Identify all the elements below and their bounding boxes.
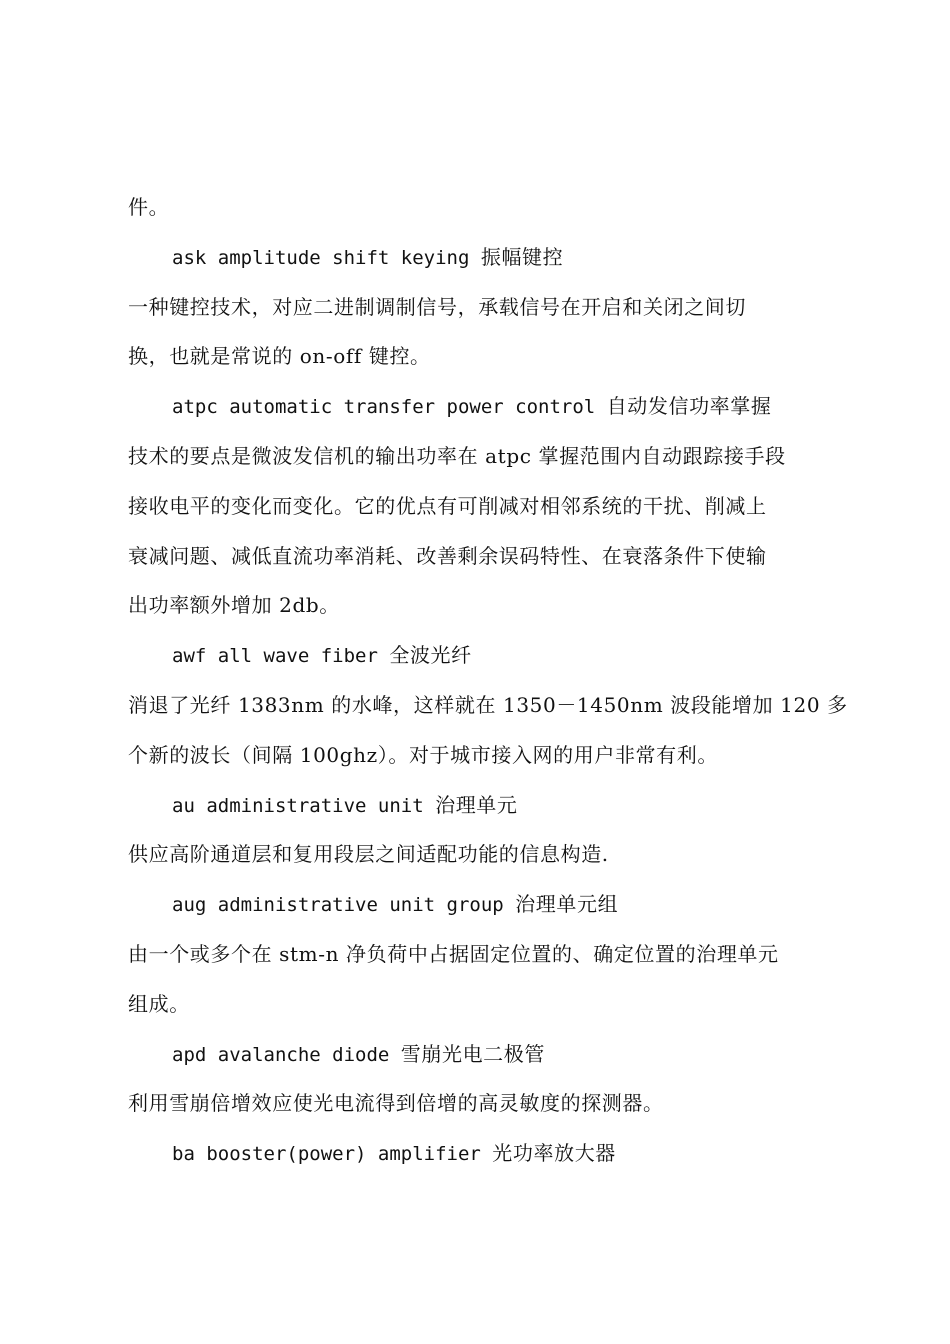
glossary-term [128,880,834,930]
term-english: ba booster(power) amplifier [172,1143,493,1166]
glossary-term [128,631,834,681]
paragraph-line: 个新的波长（间隔 100ghz）。对于城市接入网的用户非常有利。 [128,742,718,767]
term-chinese: 自动发信功率掌握 [606,394,772,419]
paragraph-line: 利用雪崩倍增效应使光电流得到倍增的高灵敏度的探测器。 [128,1091,664,1116]
paragraph-line: 一种键控技术，对应二进制调制信号，承载信号在开启和关闭之间切 [128,294,746,319]
paragraph-line: 技术的要点是微波发信机的输出功率在 atpc 掌握范围内自动跟踪接手段 [128,443,786,468]
term-english: ask amplitude shift keying [172,246,481,269]
glossary-term [128,233,834,283]
term-english: au administrative unit [172,794,436,817]
term-english: aug administrative unit group [172,894,516,917]
term-english: awf all wave fiber [172,645,390,668]
paragraph-line: 衰减问题、减低直流功率消耗、改善剩余误码特性、在衰落条件下使输 [128,543,767,568]
paragraph-line: 消退了光纤 1383nm 的水峰，这样就在 1350－1450nm 波段能增加 120 多 [128,692,848,717]
term-chinese: 光功率放大器 [492,1141,616,1166]
paragraph-line: 件。 [128,195,170,219]
term-chinese: 治理单元组 [515,892,619,917]
term-chinese: 治理单元 [435,792,518,817]
glossary-term [128,1030,834,1080]
paragraph-line: 换，也就是常说的 on-off 键控。 [128,344,431,369]
paragraph-line: 组成。 [128,991,190,1016]
glossary-term [128,382,834,432]
term-english: atpc automatic transfer power control [172,396,607,419]
paragraph-line: 出功率额外增加 2db。 [128,593,340,618]
term-english: apd avalanche diode [172,1043,401,1066]
glossary-term [128,1129,834,1179]
paragraph-line: 接收电平的变化而变化。它的优点有可削减对相邻系统的干扰、削减上 [128,493,767,518]
term-chinese: 全波光纤 [389,643,472,668]
document-body [128,183,848,1179]
glossary-term [128,781,834,831]
term-chinese: 振幅键控 [480,244,564,269]
term-chinese: 雪崩光电二极管 [400,1041,545,1066]
paragraph-line: 供应高阶通道层和复用段层之间适配功能的信息构造. [128,842,609,867]
paragraph-line: 由一个或多个在 stm-n 净负荷中占据固定位置的、确定位置的治理单元 [128,941,779,966]
